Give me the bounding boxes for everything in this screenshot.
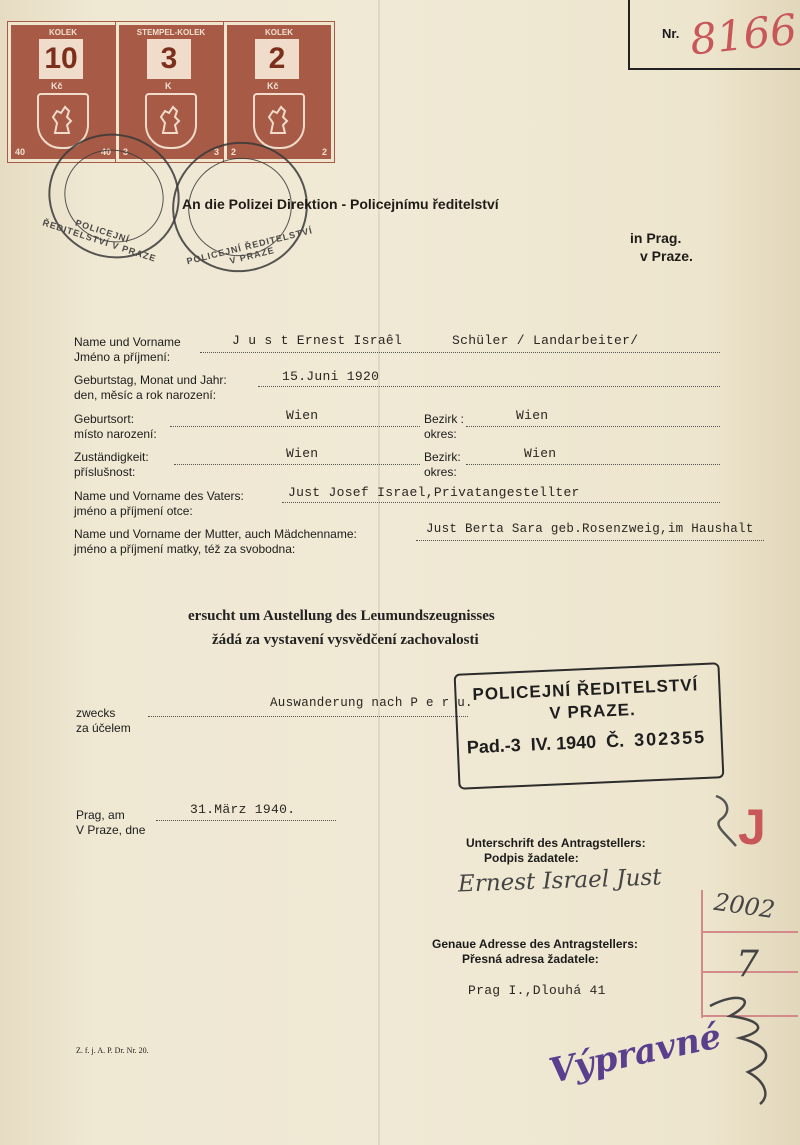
father-label-cz: jméno a příjmení otce: — [74, 504, 193, 518]
jurisdiction-district-line — [466, 464, 720, 465]
name-value: J u s t Ernest Israêl — [232, 333, 403, 348]
jurisdiction-value: Wien — [286, 446, 319, 461]
stamp-unit: Kč — [267, 81, 279, 91]
stamp-value: 3 — [147, 39, 191, 79]
registry-date: IV. 1940 — [530, 731, 597, 755]
signature-label-cz: Podpis žadatele: — [484, 851, 579, 865]
signature-label-de: Unterschrift des Antragstellers: — [466, 836, 646, 850]
purpose-label-cz: za účelem — [76, 721, 131, 735]
stamp-corner-right: 3 — [213, 147, 219, 157]
addressee: An die Polizei Direktion - Policejnímu ředitelství — [182, 196, 499, 212]
place-date-line — [156, 820, 336, 821]
birthplace-value: Wien — [286, 408, 319, 423]
purpose-value: Auswanderung nach P e r u. — [270, 696, 473, 710]
stamp-corner-left: 3 — [123, 147, 129, 157]
stamp-corner-right: 40 — [100, 147, 111, 157]
birthdate-value: 15.Juni 1920 — [282, 369, 380, 384]
jurisdiction-district-value: Wien — [524, 446, 557, 461]
nr-value: 8166 — [687, 4, 800, 65]
request-line-cz: žádá za vystavení vysvědčení zachovalosti — [212, 632, 479, 648]
stamp-corner-left: 2 — [231, 147, 237, 157]
city-de: in Prag. — [630, 230, 682, 246]
seal-text: POLICEJNÍ ŘEDITELSTVÍ V PRAZE — [185, 225, 314, 267]
number-2002: 2002 — [712, 887, 777, 925]
birthdate-label-cz: den, měsíc a rok narození: — [74, 388, 217, 402]
name-line — [200, 352, 720, 353]
seal-text: POLICEJNÍ ŘEDITELSTVÍ V PRAZE — [41, 217, 158, 264]
mother-line — [416, 540, 764, 541]
stamp-value: 2 — [255, 39, 299, 79]
place-date-value: 31.März 1940. — [190, 802, 296, 817]
father-label-de: Name und Vorname des Vaters: — [74, 489, 244, 503]
form-code: Z. f. j. A. P. Dr. Nr. 20. — [76, 1046, 149, 1055]
name-label-cz: Jméno a příjmení: — [74, 350, 171, 364]
jurisdiction-line — [174, 464, 420, 465]
purpose-label-de: zwecks — [76, 706, 116, 720]
stamp-corner-right: 2 — [321, 147, 327, 157]
registry-stamp — [454, 662, 725, 789]
city-cz: v Praze. — [640, 248, 693, 264]
birthdate-line — [258, 386, 720, 387]
birthplace-label-cz: místo narození: — [74, 427, 157, 441]
mother-label-cz: jméno a příjmení matky, též za svobodna: — [74, 542, 296, 556]
lion-emblem-icon — [145, 93, 197, 149]
mark-7: 7 — [736, 944, 759, 985]
father-line — [282, 502, 720, 503]
nr-label: Nr. — [662, 26, 680, 41]
purpose-line — [148, 716, 468, 717]
place-date-label-de: Prag, am — [76, 808, 125, 822]
signature-value: Ernest Israel Just — [457, 864, 662, 898]
father-value: Just Josef Israel,Privatangestellter — [288, 485, 580, 500]
stamp-top-text: KOLEK — [265, 28, 293, 37]
jurisdiction-district-label-cz: okres: — [424, 465, 457, 479]
stamp-unit: Kč — [51, 81, 63, 91]
violet-stamp: Výpravné — [545, 1016, 725, 1092]
registry-number: 302355 — [633, 726, 707, 751]
stamp-top-text: KOLEK — [49, 28, 77, 37]
birthdate-label-de: Geburtstag, Monat und Jahr: — [74, 373, 227, 387]
birthplace-district-value: Wien — [516, 408, 549, 423]
birthplace-district-label-cz: okres: — [424, 427, 457, 441]
registry-prefix: Pad.-3 — [466, 735, 522, 758]
jurisdiction-label-de: Zuständigkeit: — [74, 450, 149, 464]
paper-fold — [378, 0, 380, 1145]
stamp-value: 10 — [39, 39, 83, 79]
registry-stamp-line2: V PRAZE. — [548, 699, 637, 723]
stamp-top-text: STEMPEL-KOLEK — [136, 28, 206, 37]
address-label-de: Genaue Adresse des Antragstellers: — [432, 937, 638, 951]
red-letter-j: J — [738, 799, 766, 855]
lion-emblem-icon — [253, 93, 305, 149]
birthplace-line — [170, 426, 420, 427]
stamp-unit: K — [165, 81, 172, 91]
birthplace-label-de: Geburtsort: — [74, 412, 135, 426]
place-date-label-cz: V Praze, dne — [76, 823, 146, 837]
registry-stamp-line1: POLICEJNÍ ŘEDITELSTVÍ — [472, 675, 699, 705]
registry-mark: Č. — [605, 730, 625, 752]
address-label-cz: Přesná adresa žadatele: — [462, 952, 599, 966]
request-line-de: ersucht um Austellung des Leumundszeugnisses — [188, 608, 495, 624]
jurisdiction-label-cz: příslušnost: — [74, 465, 136, 479]
jurisdiction-district-label-de: Bezirk: — [424, 450, 461, 464]
birthplace-district-line — [466, 426, 720, 427]
name-label-de: Name und Vorname — [74, 335, 181, 349]
stamp-corner-left: 40 — [15, 147, 26, 157]
birthplace-district-label-de: Bezirk : — [424, 412, 465, 426]
mother-label-de: Name und Vorname der Mutter, auch Mädchenname: — [74, 527, 357, 541]
mother-value: Just Berta Sara geb.Rosenzweig,im Haushalt — [426, 522, 754, 536]
address-value: Prag I.,Dlouhá 41 — [468, 983, 606, 998]
occupation-value: Schüler / Landarbeiter/ — [452, 333, 639, 348]
